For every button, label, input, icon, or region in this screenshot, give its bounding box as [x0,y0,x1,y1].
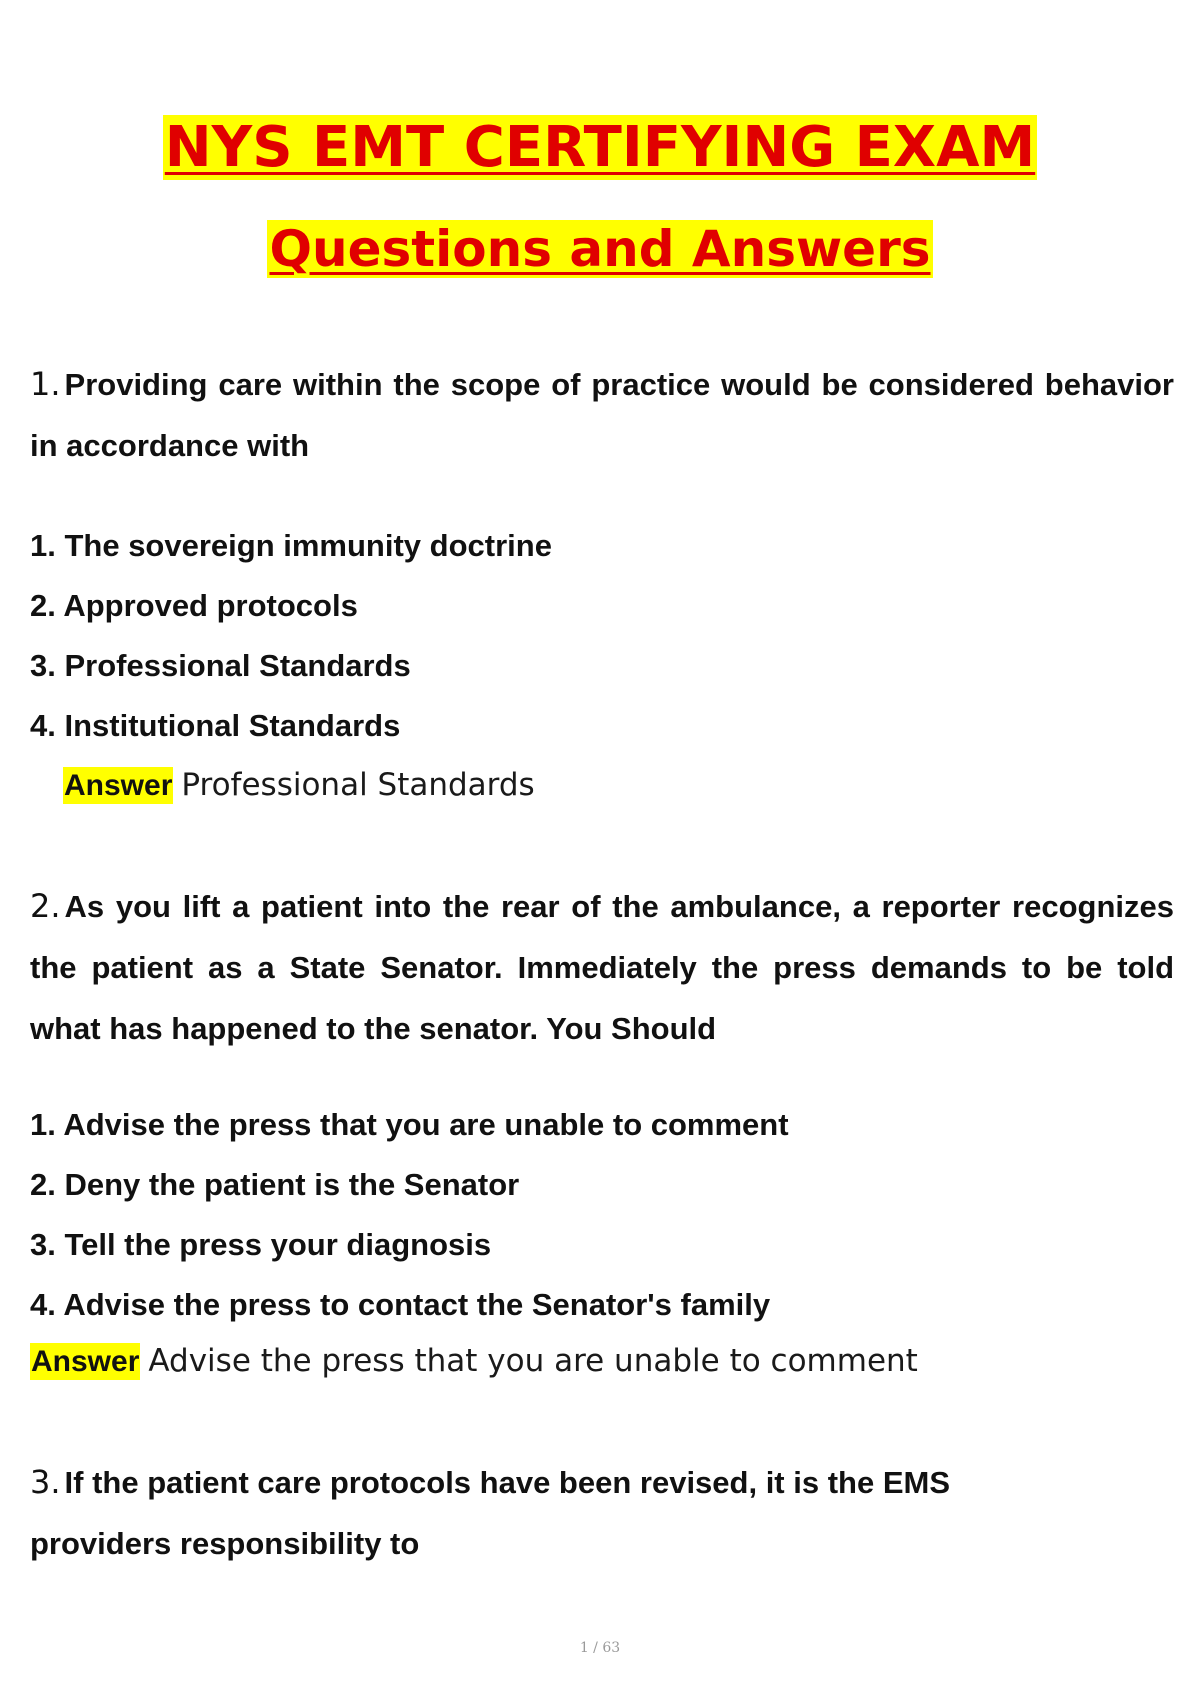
question-1-answer [63,762,535,808]
answer-text: Professional Standards [181,767,535,803]
option-4: 4. Institutional Standards [30,708,401,743]
option-1: 1. The sovereign immunity doctrine [30,528,552,563]
option-2: 2. Approved protocols [30,588,358,623]
title-line-1: NYS EMT CERTIFYING EXAM [164,115,1036,180]
option-3: 3. Tell the press your diagnosis [30,1227,492,1262]
question-2 [30,876,1174,1059]
document-title [0,116,1200,180]
option-2: 2. Deny the patient is the Senator [30,1167,520,1202]
question-1 [30,354,1174,476]
question-2-options [30,1095,1170,1335]
question-2-answer [30,1338,918,1384]
option-4: 4. Advise the press to contact the Senator's family [30,1287,771,1322]
question-text: As you lift a patient into the rear of the ambulance, a reporter recognizes the patient as a State Senator. Immediately the press demands to be told what has happened to the senator. You Should [30,889,1174,1046]
question-number: 3. [30,1463,61,1501]
question-text-line-1: If the patient care protocols have been revised, it is the EMS [64,1465,950,1500]
question-number: 1. [30,365,61,403]
answer-text: Advise the press that you are unable to comment [148,1343,918,1379]
question-1-options [30,516,1170,756]
option-3: 3. Professional Standards [30,648,411,683]
question-number: 2. [30,887,61,925]
question-3 [30,1452,1174,1574]
answer-label: Answer [31,1345,140,1378]
document-subtitle [0,221,1200,279]
option-1: 1. Advise the press that you are unable to comment [30,1107,789,1142]
answer-label: Answer [64,769,173,802]
question-text-line-2: providers responsibility to [30,1526,420,1561]
title-line-2: Questions and Answers [269,220,931,278]
question-text: Providing care within the scope of practice would be considered behavior in accordance with [30,367,1174,463]
page-number: 1 / 63 [579,1640,621,1656]
